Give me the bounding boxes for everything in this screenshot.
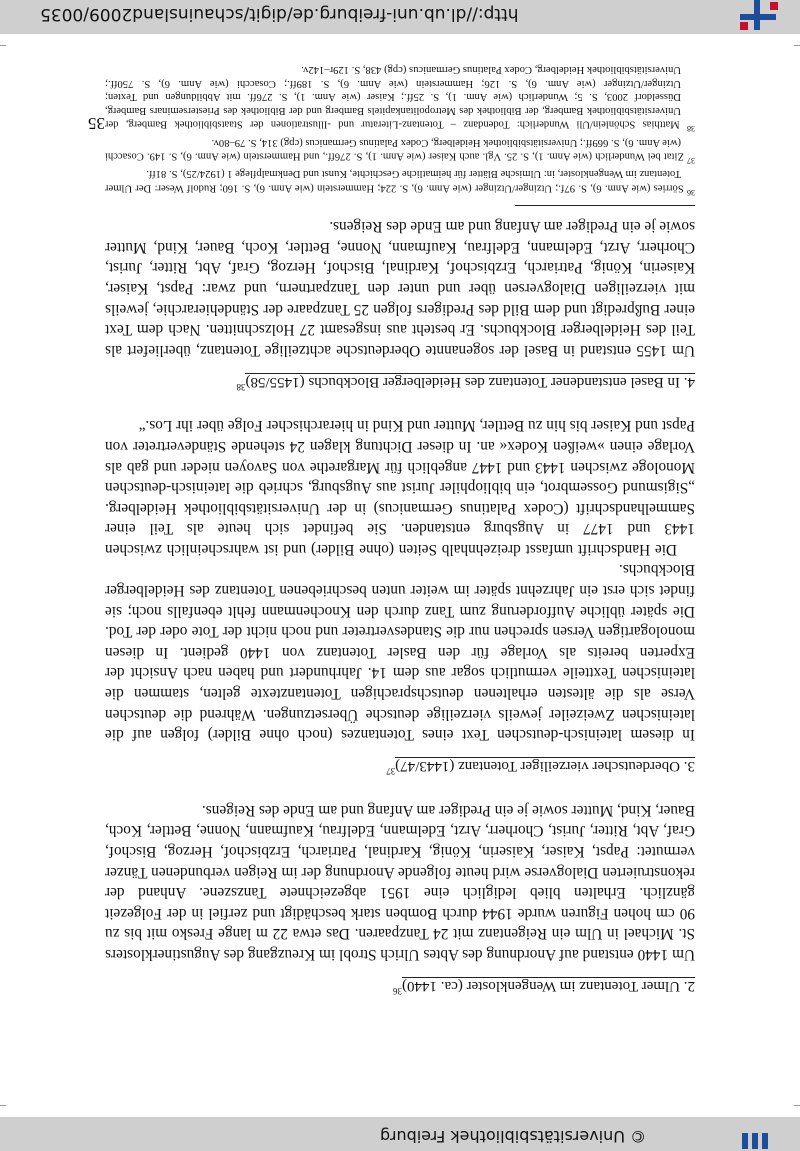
section-basel [105, 216, 695, 397]
section-heading: 4. In Basel entstandener Totentanz des Heidelberger Blockbuchs $(1455/58)^{38}$ [236, 373, 695, 392]
section-paragraph: Um 1440 entstand auf Anordnung des Abtes Ulrich Strobl im Kreuzgang des Augustinerklosters St. Michael in Ulm ein Reigentanz mit 24 Tanzpaaren. Das etwa 22 m lange Fresko mit bis zu 90 cm hohen Figuren wurde 1944 durch Bomben stark beschädigt und zerfiel in der Folgezeit gänzlich. Erhalten blieb lediglich eine 1951 abgezeichnete Tanzszene. Anhand der rekonstruierten Dialogverse wird heute folgende Anordnung der im Reigen verbundenen Tänzer vermutet: Papst, Kaiser, Kaiserin, König, Kardinal, Patriarch, Erzbischof, Herzog, Bischof, Graf, Abt, Ritter, Jurist, Chorherr, Arzt, Edelmann, Edelfrau, Kaufmann, Nonne, Bettler, Koch, Bauer, Kind, Mutter sowie je ein Prediger am Anfang und am Ende des Reigens. [105, 801, 695, 963]
margin-mark [0, 45, 6, 46]
margin-mark [794, 1105, 800, 1106]
footnote: $^{37}$ Zitat bei Wunderlich (wie Anm. 1), S. 25. Vgl. auch Kaiser (wie Anm. 1), S. 276ff., und Hammerstein (wie Anm. 6), S. 149. Cosacchi (wie Anm. 6), S. 669ff.; Universitätsbibliothek Heidelberg, Codex Palatinus Germanicus (cpg) 314, S. 79–80v. [105, 136, 695, 165]
page-number: 35 [88, 114, 105, 133]
footnote-divider [515, 205, 695, 206]
section-paragraph: Um 1455 entstand in Basel der sogenannte Oberdeutsche achtzeilige Totentanz, überliefert als Teil des Heidelberger Blockbuchs. Er besteht aus insgesamt 27 Holzschnitten. Nach dem Text einer Bußpredigt und dem Bild des Predigers folgen 25 Tanzpaare der Ständehierarchie, jeweils mit vierzeiligen Dialogversen über und unter den Tanzpartnern, und zwar: Papst, Kaiser, Kaiserin, König, Patriarch, Erzbischof, Kardinal, Bischof, Herzog, Graf, Abt, Ritter, Jurist, Chorherr, Arzt, Edelmann, Edelfrau, Kaufmann, Nonne, Bettler, Koch, Bauer, Kind, Mutter sowie je ein Prediger am Anfang und am Ende des Reigens. [105, 218, 695, 359]
margin-mark [794, 45, 800, 46]
page-content [105, 63, 695, 1001]
copyright-label: © Universitätsbibliothek Freiburg [380, 1127, 647, 1146]
section-paragraph: In diesem lateinisch-deutschen Text eines Totentanzes (noch ohne Bilder) folgen auf die lateinischen Zweizeiler jeweils vierzeilige deutsche Übersetzungen. Während die deutschen Verse als die ältesten erhaltenen deutschsprachigen Totentanztexte gelten, stammen die lateinischen Textteile vermutlich sogar aus dem 14. Jahrhundert und haben nach Ansicht der Experten bereits als Vorlage für den Basler Totentanz von 1440 gedient. In diesen monologartigen Versen sprechen nur die Standesvertreter und noch nicht der Tote oder der Tod. Die später übliche Aufforderung zum Tanz durch den Knochenmann fehlt ebenfalls noch; sie findet sich erst ein Jahrzehnt später im weiter unten beschriebenen Totentanz des Heidelberger Blockbuchs. [105, 561, 695, 744]
footnotes [105, 63, 695, 199]
section-heading: 3. Oberdeutscher vierzeiliger Totentanz $(1443/47)^{37}$ [386, 758, 695, 777]
footnote: $^{38}$ Matthias Schönlein/Uli Wunderlich: Todendanz – Totentanz-Literatur und -Illustrationen der Staatsbibliothek Bamberg, der Universitätsbibliothek Bamberg, der Bibliothek des Metropolitankapitels Bamberg und der Bibliothek des Priesterseminars Bamberg, Düsseldorf 2003, S. 5; Wunderlich (wie Anm. 1), S. 25ff.; Kaiser (wie Anm. 1), S. 276ff. mit Abbildungen und Texten; Utzinger/Utzinger (wie Anm. 6), S. 126; Hammerstein (wie Anm. 6), S. 189ff.; Cosacchi (wie Anm. 6), S. 750ff.; Universitätsbibliothek Heidelberg, Codex Palatinus Germanicus (cpg) 438, S. 129r–142v. [105, 64, 695, 134]
section-ulmer [105, 799, 695, 1001]
margin-mark [0, 1105, 6, 1106]
url-label[interactable]: http://dl.ub.uni-freiburg.de/digit/schauinsland2009/0035 [40, 4, 519, 24]
section-heading: 2. Ulmer Totentanz im Wengenkloster (ca. 1440)$^{36}$ [393, 978, 695, 996]
section-paragraph: Die Handschrift umfasst dreizehnhalb Seiten (ohne Bilder) und ist wahrscheinlich zwischen 1443 und 1477 in Augsburg entstanden. Sie befindet sich heute als Teil einer Sammelhandschrift (Codex Palatinus Germanicus) in der Universitätsbibliothek Heidelberg. „Sigismund Gossembrot, ein bibliophiler Jurist aus Augsburg, schrieb die lateinisch-deutschen Monologe zwischen 1443 und 1447 angeblich für Margarethe von Savoyen nieder und gab als Vorlage einen »weißen Kodex« an. In dieser Dichtung klagen 24 stehende Ständevertreter von Papst und Kaiser bis hin zu Bettler, Mutter und Kind in hierarchischer Folge über ihr Los.“ [105, 417, 695, 558]
section-oberdeutscher [105, 415, 695, 782]
footnote: $^{36}$ Sörries (wie Anm. 6), S. 97f.; Utzinger/Utzinger (wie Anm. 6), S. 224; Hammerstein (wie Anm. 6), S. 160; Rudolf Weser: Der Ulmer Totentanz im Wengenkloster, in: Ulmische Blätter für heimatliche Geschichte, Kunst und Denkmalpflege 1 (1924/25), S. 81ff. [105, 168, 695, 197]
